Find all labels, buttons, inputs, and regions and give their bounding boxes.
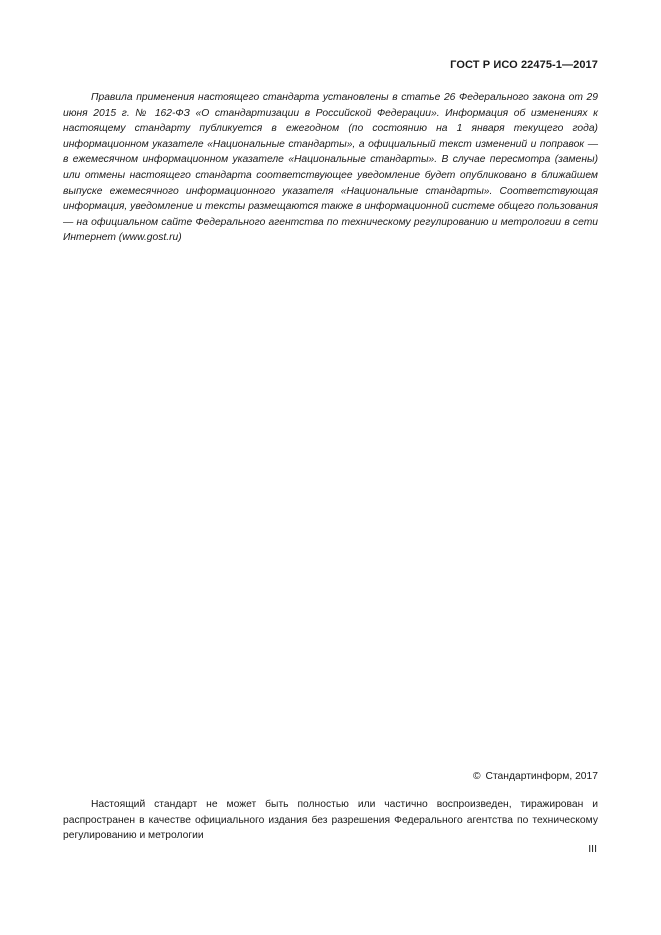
application-notice-paragraph: Правила применения настоящего стандарта установлены в статье 26 Федерального закона от 29 июня 2015 г. № 162-ФЗ «О стандартизации в Российской Федерации». Информация об изменениях к настоящему стандарту публикуется в ежегодном (по состоянию на 1 января текущего года) информационном указателе «Национальные стандарты», а официальный текст изменений и поправок — в ежемесячном информационном указателе «Национальные стандарты». В случае пересмотра (замены) или отмены настоящего стандарта соответствующее уведомление будет опубликовано в ближайшем выпуске ежемесячного информационного указателя «Национальные стандарты». Соответствующая информация, уведомление и тексты размещаются также в информационной системе общего пользования — на официальном сайте Федерального агентства по техническому регулированию и метрологии в сети Интернет (www.gost.ru) xyxy=(63,92,598,244)
copyright-holder: Стандартинформ, 2017 xyxy=(485,771,598,782)
page-number: III xyxy=(588,843,597,855)
reproduction-rights-paragraph: Настоящий стандарт не может быть полностью или частично воспроизведен, тиражирован и распространен в качестве официального издания без разрешения Федерального агентства по техническому регулированию и метрологии xyxy=(63,799,598,842)
copyright-line xyxy=(473,771,598,782)
document-code: ГОСТ Р ИСО 22475-1—2017 xyxy=(450,59,598,71)
copyright-sign: © xyxy=(473,771,481,782)
